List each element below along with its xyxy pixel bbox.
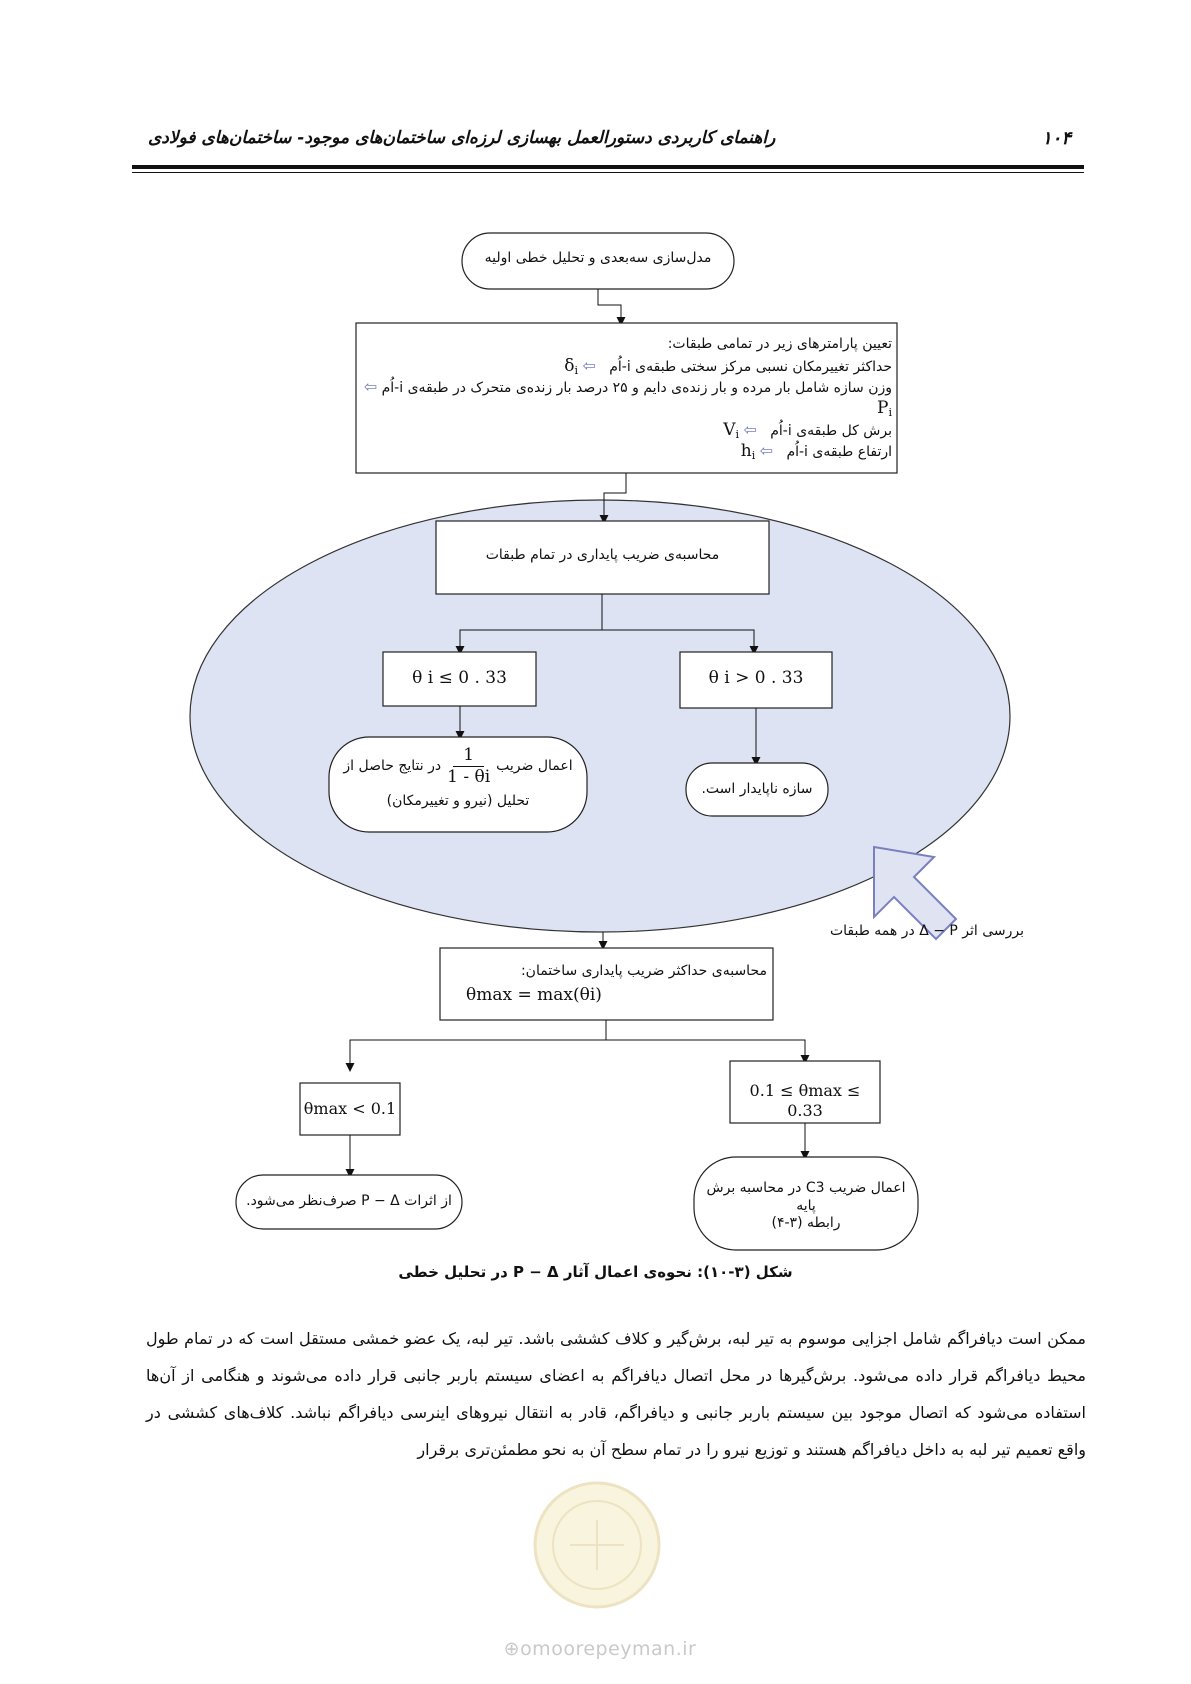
body-paragraph: ممکن است دیافراگم شامل اجزایی موسوم به تیر لبه، برش‌گیر و کلاف کششی باشد. تیر لبه، یک عضو خمشی مستقل است که در تمام طول محیط دیافراگم قرار داده می‌شود. برش‌گیرها در محل اتصال دیافراگم به اعضای سیستم باربر جانبی قرار داده می‌شوند و هنگامی از آن‌ها استفاده می‌شود که اتصال موجود بین سیستم باربر جانبی و دیافراگم، قادر به انتقال نیروهای اینرسی دیافراگم نباشد. کلاف‌های کششی در واقع تعمیم تیر لبه به داخل دیافراگم هستند و توزیع نیرو را در تمام سطح آن به نحو مطمئن‌تری برقرار: [146, 1329, 1086, 1459]
watermark-emblem: [535, 1483, 659, 1607]
amplify-box-text: [339, 745, 577, 810]
param-h-symbol: h: [740, 441, 752, 462]
param-h-label: ارتفاع طبقه‌ی i-اُم: [786, 444, 892, 461]
cond-mid-label: 0.1 ≤ θmax ≤ 0.33: [749, 1081, 861, 1120]
amplify-line2: تحلیل (نیرو و تغییرمکان): [386, 792, 530, 809]
cond-amplify-label: θ i ≤ 0 . 33: [412, 668, 507, 688]
left-arrow-icon: ⇦: [759, 441, 774, 461]
c3-result-line1: اعمال ضریب C3 در محاسبه برش پایه: [706, 1180, 906, 1214]
param-v-symbol: V: [723, 419, 736, 440]
left-arrow-icon: ⇦: [743, 419, 757, 439]
page-number: ۱۰۴: [1041, 128, 1071, 149]
param-row-delta: [362, 356, 892, 378]
param-h-sub: i: [751, 449, 756, 463]
param-row-h: [362, 441, 892, 463]
param-row-v: [362, 420, 892, 442]
stability-box-label: محاسبه‌ی ضریب پایداری در تمام طبقات: [485, 547, 720, 563]
param-delta-label: حداکثر تغییرمکان نسبی مرکز سختی طبقه‌ی i-اُم: [609, 358, 892, 375]
params-box-text: [362, 336, 892, 463]
running-header-title: راهنمای کاربردی دستورالعمل بهسازی لرزه‌ای ساختمان‌های موجود- ساختمان‌های فولادی: [148, 128, 776, 148]
amplify-suffix: در نتایج حاصل از: [343, 758, 442, 774]
param-p-label: وزن سازه شامل بار مرده و بار زنده‌ی دایم و ۲۵ درصد بار زنده‌ی متحرک در طبقه‌ی i-اُم: [381, 380, 892, 397]
param-row-p: [362, 377, 892, 419]
param-v-sub: i: [735, 427, 740, 441]
c3-result-line2: رابطه (۳-۴): [771, 1215, 841, 1231]
start-box-label: مدل‌سازی سه‌بعدی و تحلیل خطی اولیه: [484, 250, 712, 266]
cond-low-label: θmax < 0.1: [303, 1099, 397, 1118]
param-delta-sub: i: [574, 363, 578, 377]
left-arrow-icon: ⇦: [363, 377, 378, 397]
cond-unstable-label: θ i > 0 . 33: [708, 668, 804, 688]
max-box-text: [446, 963, 767, 1006]
pdelta-note: بررسی اثر Δ − P در همه طبقات: [829, 923, 1025, 939]
c3-result-text: [700, 1180, 912, 1233]
param-delta-symbol: δ: [564, 355, 575, 376]
figure-caption: شکل (۳-۱۰): نحوه‌ی اعمال آثار P − Δ در تحلیل خطی: [398, 1263, 793, 1281]
amplify-prefix: اعمال ضریب: [496, 758, 573, 774]
amplify-denominator: 1 - θi: [447, 767, 491, 788]
params-heading: تعیین پارامترهای زیر در تمامی طبقات:: [667, 336, 892, 352]
param-p-symbol: P: [877, 397, 889, 418]
param-p-sub: i: [888, 405, 892, 419]
max-box-line1: محاسبه‌ی حداکثر ضریب پایداری ساختمان:: [520, 963, 767, 979]
amplify-fraction: [447, 745, 490, 789]
left-arrow-icon: ⇦: [582, 355, 596, 375]
unstable-result-label: سازه ناپایدار است.: [701, 781, 813, 797]
param-v-label: برش کل طبقه‌ی i-اُم: [770, 422, 892, 439]
amplify-numerator: 1: [453, 745, 484, 767]
ignore-result-label: از اثرات P − Δ صرف‌نظر می‌شود.: [246, 1193, 452, 1209]
max-box-formula: θmax = max(θi): [466, 984, 602, 1005]
watermark-url: ⊕omoorepeyman.ir: [503, 1638, 697, 1660]
globe-icon: ⊕: [503, 1638, 521, 1660]
